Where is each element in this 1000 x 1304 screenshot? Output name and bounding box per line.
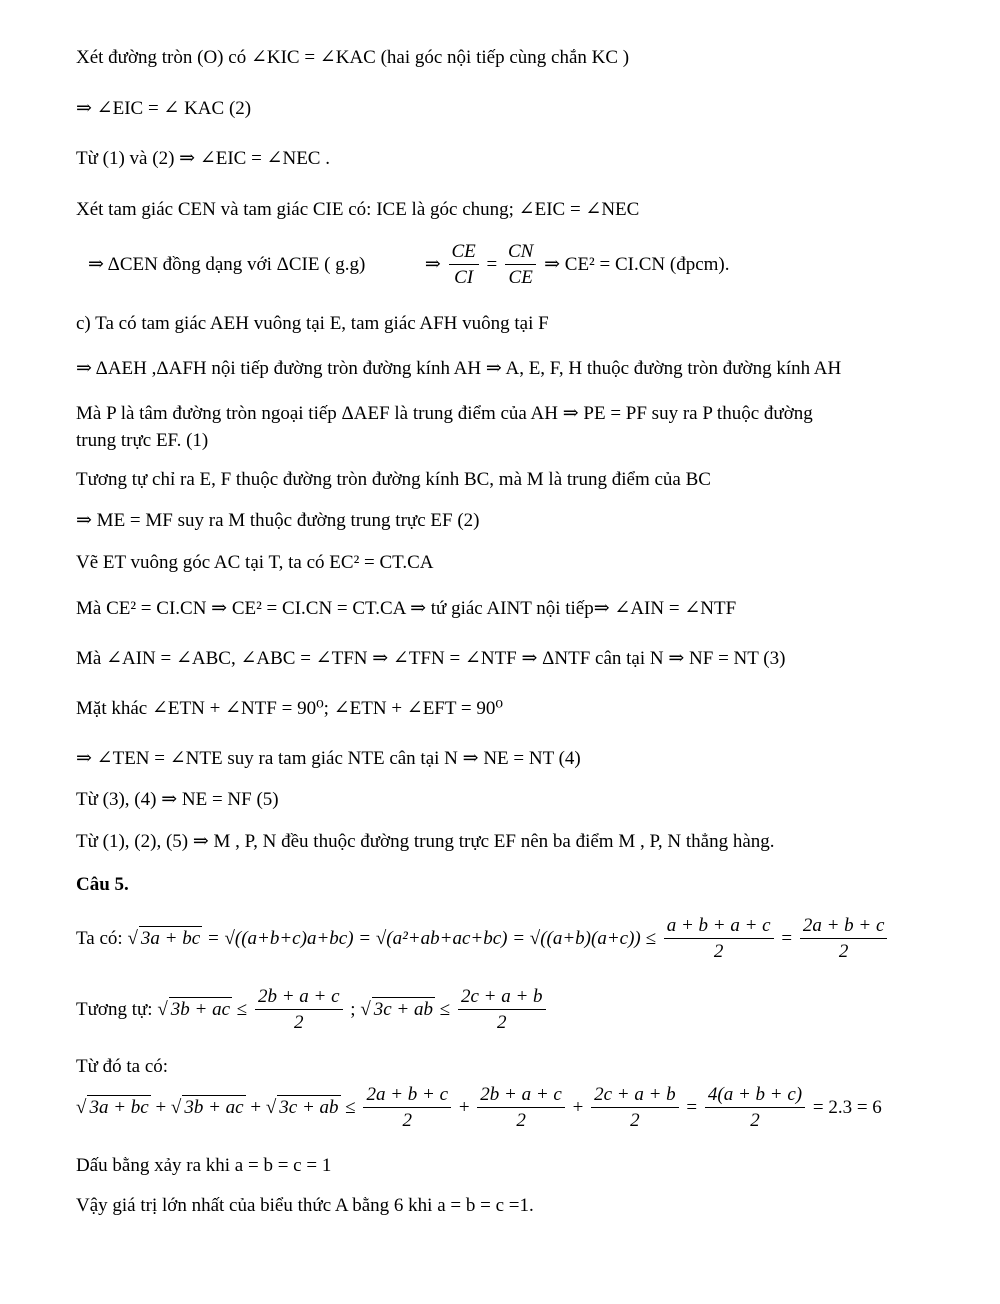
section-heading: Câu 5.	[76, 874, 129, 895]
radicand: 3a + bc	[140, 927, 201, 949]
text-line: Mặt khác ∠ETN + ∠NTF = 90⁰; ∠ETN + ∠EFT = 90⁰	[76, 698, 503, 719]
text-line: Xét tam giác CEN và tam giác CIE có: ICE là góc chung; ∠EIC = ∠NEC	[76, 199, 640, 220]
text-segment: ≤	[439, 998, 451, 1020]
text-segment: ;	[350, 998, 356, 1020]
text-line: Dấu bằng xảy ra khi a = b = c = 1	[76, 1155, 332, 1176]
radicand: 3a + bc	[89, 1096, 149, 1118]
text-line: Mà P là tâm đường tròn ngoại tiếp ΔAEF là trung điểm của AH ⇒ PE = PF suy ra P thuộc đường	[76, 403, 813, 424]
fraction: $\frac{a + b + a + c}{2}$	[664, 914, 774, 965]
text-line: Mà ∠AIN = ∠ABC, ∠ABC = ∠TFN ⇒ ∠TFN = ∠NTF ⇒ ΔNTF cân tại N ⇒ NF = NT (3)	[76, 648, 786, 669]
text-line: Mà CE² = CI.CN ⇒ CE² = CI.CN = CT.CA ⇒ tứ giác AINT nội tiếp⇒ ∠AIN = ∠NTF	[76, 598, 737, 619]
radicand: 3b + ac	[170, 998, 231, 1020]
formula-line: √ 3a + bc + √ 3b + ac + √ 3c + ab ≤ $\frac{2a + b + c}{2}$ + $\frac{2b + a + c}{2}$ + $\frac{2c + a + b}{2}$ = $\frac{4(a + b + c)}{2}$ = 2.3 = 6	[76, 1083, 882, 1134]
similarity-line	[88, 240, 729, 291]
fraction: $\frac{CN}{CE}$	[505, 240, 536, 291]
formula-line: Ta có: √ 3a + bc = √((a+b+c)a+bc) = √(a²+ab+ac+bc) = √((a+b)(a+c)) ≤ $\frac{a + b + a + c}{2}$ = $\frac{2a + b + c}{2}$	[76, 914, 890, 965]
text-segment: = 2.3 = 6	[812, 1096, 882, 1118]
text-segment: ⇒ CE² = CI.CN (đpcm).	[544, 253, 730, 275]
fraction: $\frac{CE}{CI}$	[449, 240, 479, 291]
formula-line: Tương tự: √ 3b + ac ≤ $\frac{2b + a + c}{2}$ ; √ 3c + ab ≤ $\frac{2c + a + b}{2}$	[76, 985, 549, 1036]
text-line: trung trực EF. (1)	[76, 430, 209, 451]
text-segment: ⇒	[424, 253, 441, 275]
text-segment: ⇒ ΔCEN đồng dạng với ΔCIE ( g.g)	[88, 253, 366, 275]
text-segment: = √((a+b+c)a+bc) = √(a²+ab+ac+bc) = √((a+b)(a+c)) ≤	[206, 927, 656, 949]
text-line: ⇒ ME = MF suy ra M thuộc đường trung trực EF (2)	[76, 510, 480, 531]
fraction: $\frac{2c + a + b}{2}$	[591, 1083, 679, 1134]
equals-sign: =	[781, 927, 793, 949]
fraction: $\frac{4(a + b + c)}{2}$	[705, 1083, 805, 1134]
fraction: $\frac{2b + a + c}{2}$	[255, 985, 343, 1036]
text-line: Tương tự chỉ ra E, F thuộc đường tròn đường kính BC, mà M là trung điểm của BC	[76, 469, 711, 490]
fraction: $\frac{2c + a + b}{2}$	[458, 985, 546, 1036]
fraction: $\frac{2a + b + c}{2}$	[800, 914, 888, 965]
text-segment: ≤	[236, 998, 248, 1020]
text-segment: Ta có:	[76, 927, 123, 949]
text-line: c) Ta có tam giác AEH vuông tại E, tam giác AFH vuông tại F	[76, 313, 549, 334]
text-segment: ≤	[345, 1096, 356, 1118]
radicand: 3b + ac	[184, 1096, 244, 1118]
text-line: Từ đó ta có:	[76, 1056, 169, 1077]
fraction: $\frac{2b + a + c}{2}$	[477, 1083, 565, 1134]
text-line: ⇒ ∠EIC = ∠ KAC (2)	[76, 98, 252, 119]
text-line: Từ (1) và (2) ⇒ ∠EIC = ∠NEC .	[76, 148, 330, 169]
text-line: ⇒ ∠TEN = ∠NTE suy ra tam giác NTE cân tại N ⇒ NE = NT (4)	[76, 748, 581, 769]
text-line: Từ (3), (4) ⇒ NE = NF (5)	[76, 789, 279, 810]
fraction: $\frac{2a + b + c}{2}$	[363, 1083, 451, 1134]
text-segment: Tương tự:	[76, 998, 153, 1020]
text-line: Vậy giá trị lớn nhất của biểu thức A bằng 6 khi a = b = c =1.	[76, 1195, 534, 1216]
text-line: Vẽ ET vuông góc AC tại T, ta có EC² = CT.CA	[76, 552, 434, 573]
equals-sign: =	[486, 253, 498, 275]
text-line: Xét đường tròn (O) có ∠KIC = ∠KAC (hai góc nội tiếp cùng chắn KC )	[76, 47, 630, 68]
radicand: 3c + ab	[373, 998, 434, 1020]
radicand: 3c + ab	[279, 1096, 339, 1118]
text-line: ⇒ ΔAEH ,ΔAFH nội tiếp đường tròn đường kính AH ⇒ A, E, F, H thuộc đường tròn đường kính AH	[76, 358, 842, 379]
text-line: Từ (1), (2), (5) ⇒ M , P, N đều thuộc đường trung trực EF nên ba điểm M , P, N thẳng hàng.	[76, 831, 775, 852]
